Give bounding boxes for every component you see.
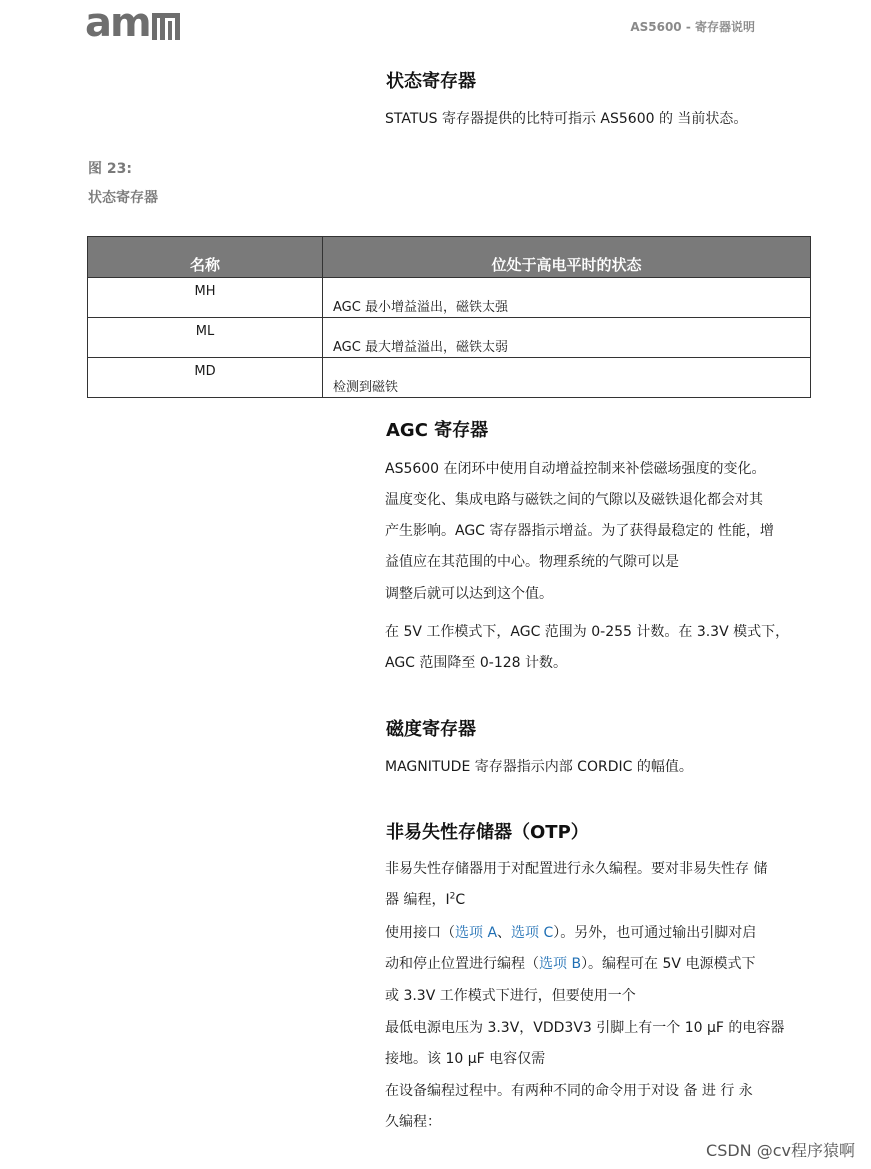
table-header-row — [88, 237, 811, 278]
otp-text: ）。编程可在 5V 电源模式下 — [581, 956, 756, 972]
otp-text: 动和停止位置进行编程（ — [385, 956, 539, 972]
otp-line — [385, 953, 755, 973]
otp-superscript: 2 — [449, 891, 456, 902]
otp-text: C — [455, 892, 466, 908]
status-description: STATUS 寄存器提供的比特可指示 AS5600 的 当前状态。 — [385, 111, 748, 127]
magnitude-heading: 磁度寄存器 — [386, 719, 476, 740]
agc-line: AGC 范围降至 0-128 计数。 — [385, 655, 567, 671]
option-c-link[interactable]: 选项 C — [511, 925, 554, 941]
figure-caption: 状态寄存器 — [88, 190, 158, 206]
agc-line: 调整后就可以达到这个值。 — [385, 586, 553, 602]
otp-heading: 非易失性存储器（OTP） — [386, 822, 589, 843]
agc-line: 在 5V 工作模式下，AGC 范围为 0-255 计数。在 3.3V 模式下， — [385, 624, 790, 640]
table-row — [88, 278, 811, 318]
otp-line — [385, 922, 756, 942]
otp-text: 使用接口（ — [385, 925, 455, 941]
agc-line: 温度变化、集成电路与磁铁之间的气隙以及磁铁退化都会对其 — [385, 492, 763, 508]
cell-desc: 检测到磁铁 — [323, 358, 811, 398]
magnitude-description: MAGNITUDE 寄存器指示内部 CORDIC 的幅值。 — [385, 759, 693, 775]
col-header-name: 名称 — [88, 237, 323, 278]
cell-desc: AGC 最小增益溢出，磁铁太强 — [323, 278, 811, 318]
option-a-link[interactable]: 选项 A — [455, 925, 498, 941]
status-heading: 状态寄存器 — [386, 71, 476, 92]
otp-line: 或 3.3V 工作模式下进行，但要使用一个 — [385, 988, 636, 1004]
otp-line: 接地。该 10 µF 电容仅需 — [385, 1051, 546, 1067]
agc-line: 产生影响。AGC 寄存器指示增益。为了获得最稳定的 性能，增 — [385, 523, 774, 539]
col-header-state: 位处于高电平时的状态 — [323, 237, 811, 278]
otp-text: 器 编程，I — [385, 892, 450, 908]
table-row — [88, 318, 811, 358]
otp-line: 非易失性存储器用于对配置进行永久编程。要对非易失性存 储 — [385, 861, 768, 877]
otp-text: 、 — [497, 925, 512, 941]
cell-name: ML — [88, 318, 323, 358]
csdn-watermark: CSDN @cv程序猿啊 — [706, 1141, 855, 1160]
option-b-link[interactable]: 选项 B — [539, 956, 582, 972]
otp-line: 最低电源电压为 3.3V，VDD3V3 引脚上有一个 10 µF 的电容器 — [385, 1020, 785, 1036]
ams-logo — [85, 0, 182, 46]
figure-number: 图 23: — [88, 161, 132, 177]
otp-line — [385, 889, 465, 909]
document-title: AS5600 - 寄存器说明 — [630, 20, 755, 34]
otp-text: ）。另外，也可通过输出引脚对启 — [553, 925, 757, 941]
otp-line: 在设备编程过程中。有两种不同的命令用于对设 备 进 行 永 — [385, 1083, 753, 1099]
logo-text: am — [85, 0, 150, 46]
logo-mark-icon — [152, 11, 182, 40]
cell-name: MH — [88, 278, 323, 318]
otp-line: 久编程： — [385, 1114, 441, 1130]
agc-heading: AGC 寄存器 — [386, 420, 489, 441]
status-register-table — [87, 236, 811, 398]
cell-name: MD — [88, 358, 323, 398]
cell-desc: AGC 最大增益溢出，磁铁太弱 — [323, 318, 811, 358]
agc-line: AS5600 在闭环中使用自动增益控制来补偿磁场强度的变化。 — [385, 461, 766, 477]
table-row — [88, 358, 811, 398]
agc-line: 益值应在其范围的中心。物理系统的气隙可以是 — [385, 554, 679, 570]
